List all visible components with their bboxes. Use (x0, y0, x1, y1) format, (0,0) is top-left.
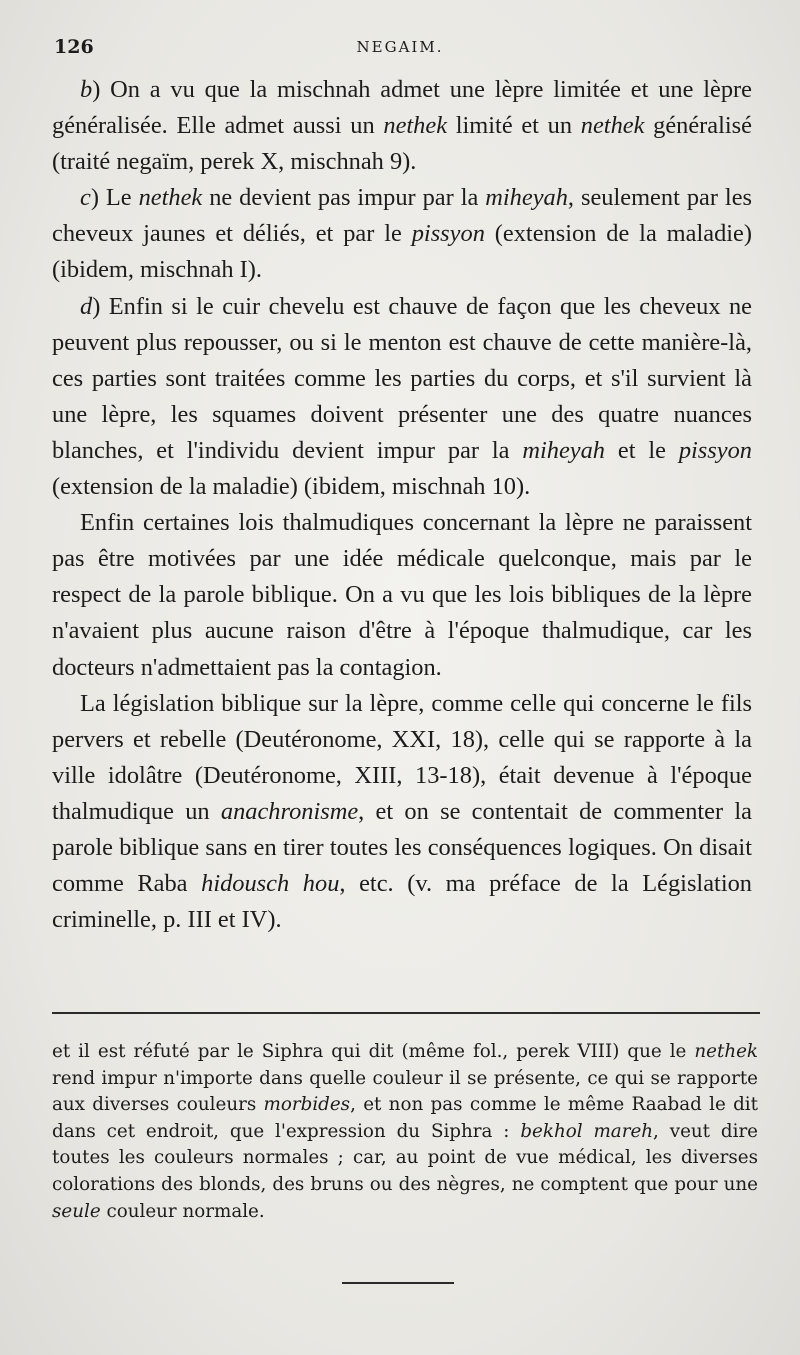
italic-term: seule (52, 1200, 101, 1222)
text-run: La législation biblique sur la lèpre, comme celle qui concerne le fils pervers et rebelle (Deutéronome, XXI, 18), celle qui se rapporte à la ville idolâtre (Deutéronome, XIII, 13-18), était devenue à l'époque thalmudique un (52, 689, 752, 825)
text-run: rend impur n'importe dans quelle couleur il se présente, ce qui se rapporte aux diverses couleurs (52, 1067, 758, 1116)
running-title: NEGAIM. (356, 38, 444, 56)
page-number: 126 (54, 36, 94, 58)
text-run: ne devient pas impur par la (202, 184, 486, 212)
italic-term: miheyah (485, 184, 568, 212)
text-run: , veut dire toutes les couleurs normales ; car, au point de vue médical, les diverses colorations des blonds, des bruns ou des nègres, ne comptent que pour une (52, 1120, 759, 1195)
paragraph-d (52, 289, 752, 506)
text-run: Enfin certaines lois thalmudiques concernant la lèpre ne paraissent pas être motivées par une idée médicale quelconque, mais par le respect de la parole biblique. On a vu que les lois bibliques de la lèpre n'avaient plus aucune raison d'être à l'époque thalmudique, car les docteurs n'admettaient pas la contagion. (52, 509, 752, 681)
italic-term: anachronisme (220, 797, 359, 825)
italic-term: b (80, 76, 93, 103)
italic-term: nethek (383, 112, 448, 140)
footnote (52, 1039, 758, 1225)
italic-term: nethek (580, 112, 645, 140)
italic-term: c (80, 184, 91, 212)
paragraph-c (52, 180, 752, 288)
paragraph-enfin (52, 505, 752, 685)
footnote-separator (52, 1012, 760, 1014)
text-run: , seulement par les cheveux jaunes et déliés, et par le (52, 184, 753, 248)
italic-term: morbides (263, 1094, 351, 1116)
text-run: , etc. (v. ma préface de la Législation criminelle, p. III et IV). (52, 870, 752, 934)
text-run: limité et un (447, 112, 581, 140)
text-run: (extension de la maladie) (ibidem, mischnah 10). (52, 473, 531, 501)
italic-term: nethek (138, 184, 203, 212)
text-run: couleur normale. (100, 1200, 265, 1222)
text-run: ) Le (90, 184, 139, 212)
italic-term: hidousch hou (201, 870, 340, 898)
text-run: ) On a vu que la mischnah admet une lèpre limitée et une lèpre généralisée. Elle admet aussi un (52, 76, 752, 140)
text-run: ) Enfin si le cuir chevelu est chauve de façon que les cheveux ne peuvent plus repousser, ou si le menton est chauve de cette manière-là, ces parties sont traitées comme les parties du corps, et s'il survient là une lèpre, les squames doivent présenter une des quatre nuances blanches, et l'individu devient impur par la (52, 292, 752, 464)
italic-term: miheyah (522, 436, 606, 464)
end-rule (342, 1282, 454, 1284)
italic-term: d (80, 292, 93, 320)
italic-term: pissyon (411, 220, 485, 248)
footnote-text (52, 1039, 758, 1225)
italic-term: pissyon (678, 436, 753, 464)
page-header (54, 36, 746, 62)
text-run: et le (605, 436, 679, 464)
italic-term: bekhol mareh (520, 1120, 654, 1142)
text-run: et il est réfuté par le Siphra qui dit (même fol., perek VIII) que le (52, 1041, 695, 1062)
paragraph-b (52, 72, 752, 180)
italic-term: nethek (694, 1041, 758, 1062)
paragraph-legislation (52, 686, 752, 939)
text-run: , et on se contentait de commenter la parole biblique sans en tirer toutes les conséquences logiques. On disait comme Raba (52, 797, 752, 898)
text-run: (extension de la maladie) (ibidem, mischnah I). (52, 220, 752, 284)
text-run: , et non pas comme le même Raabad le dit dans cet endroit, que l'expression du Siphra : (52, 1094, 758, 1142)
main-text (52, 72, 752, 938)
text-run: généralisé (traité negaïm, perek X, mischnah 9). (52, 112, 752, 176)
